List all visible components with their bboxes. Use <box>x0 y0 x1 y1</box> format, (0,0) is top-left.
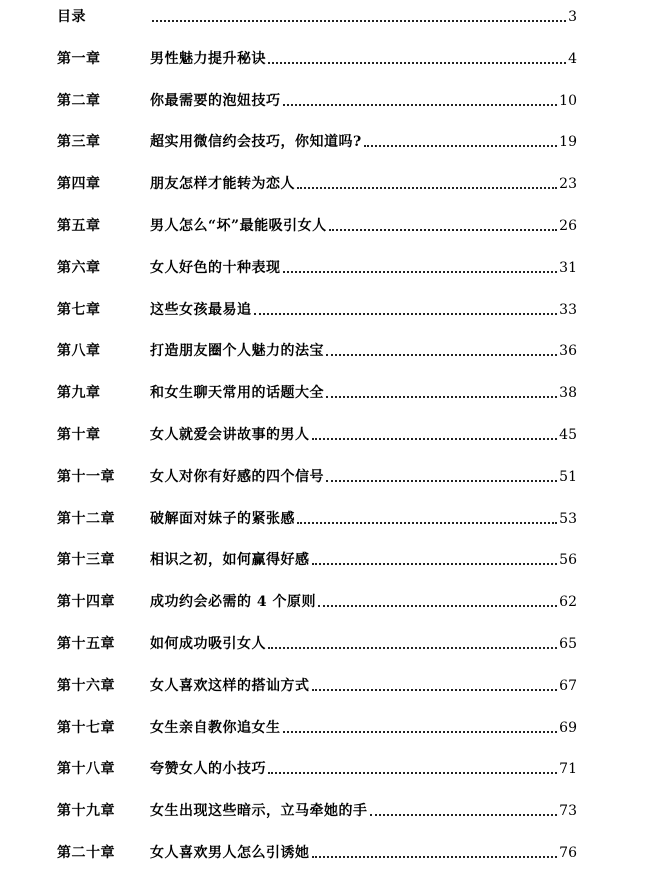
toc-dot-leader <box>326 395 557 398</box>
toc-chapter-number: 第八章 <box>57 343 101 360</box>
toc-chapter-title: 女人好色的十种表现 <box>150 259 281 276</box>
toc-chapter-title: 如何成功吸引女人 <box>150 636 266 652</box>
toc-entry[interactable] <box>57 380 577 402</box>
toc-entry[interactable] <box>57 464 577 486</box>
toc-chapter-title: 女人喜欢男人怎么引诱她 <box>150 845 310 861</box>
toc-entry[interactable] <box>57 589 577 611</box>
toc-entry[interactable] <box>57 338 577 360</box>
toc-chapter-title: 成功约会必需的 4 个原则 <box>150 594 316 611</box>
toc-chapter-number: 第七章 <box>57 301 101 318</box>
toc-dot-leader <box>268 771 557 774</box>
toc-page-number: 23 <box>559 176 577 193</box>
toc-entry[interactable] <box>57 631 577 653</box>
toc-dot-leader <box>312 855 558 858</box>
toc-chapter-title: 女生亲自教你追女生 <box>150 719 281 736</box>
toc-page-number: 51 <box>559 468 577 485</box>
toc-page-number: 31 <box>559 259 577 276</box>
toc-chapter-number: 第十一章 <box>57 468 115 485</box>
toc-entry[interactable] <box>57 798 577 820</box>
toc-dot-leader <box>283 103 558 106</box>
toc-entry[interactable] <box>57 4 577 26</box>
toc-chapter-title: 朋友怎样才能转为恋人 <box>150 176 295 193</box>
toc-chapter-title: 男人怎么“坏”最能吸引女人 <box>150 218 327 234</box>
toc-chapter-number: 第三章 <box>57 134 101 151</box>
toc-chapter-number: 第五章 <box>57 218 101 234</box>
toc-page-number: 62 <box>559 594 577 611</box>
toc-dot-leader <box>268 646 557 649</box>
toc-chapter-number: 第四章 <box>57 176 101 193</box>
toc-chapter-title: 女生出现这些暗示，立马牵她的手 <box>150 803 368 820</box>
toc-dot-leader <box>283 270 558 273</box>
toc-page-number: 3 <box>568 9 577 25</box>
toc-chapter-title: 女人对你有好感的四个信号 <box>150 468 324 485</box>
toc-chapter-title: 相识之初，如何赢得好感 <box>150 552 310 569</box>
toc-chapter-number: 第十二章 <box>57 510 115 527</box>
toc-entry[interactable] <box>57 297 577 319</box>
toc-chapter-title: 男性魅力提升秘诀 <box>150 50 266 67</box>
toc-chapter-title: 女人喜欢这样的搭讪方式 <box>150 677 310 694</box>
toc-page-number: 10 <box>559 92 577 109</box>
toc-page-number: 67 <box>559 677 577 694</box>
toc-chapter-number: 第十九章 <box>57 803 115 820</box>
toc-chapter-number: 第二十章 <box>57 845 115 861</box>
toc-page-number: 19 <box>559 134 577 151</box>
toc-page-number: 38 <box>559 385 577 402</box>
toc-chapter-number: 第六章 <box>57 259 101 276</box>
toc-chapter-number: 目录 <box>57 9 86 25</box>
toc-entry[interactable] <box>57 46 577 68</box>
toc-entry[interactable] <box>57 422 577 444</box>
toc-chapter-number: 第十三章 <box>57 552 115 569</box>
toc-dot-leader <box>268 61 566 64</box>
toc-entry[interactable] <box>57 673 577 695</box>
toc-dot-leader <box>312 562 558 565</box>
toc-chapter-number: 第十八章 <box>57 761 115 778</box>
toc-entry[interactable] <box>57 506 577 528</box>
toc-entry[interactable] <box>57 255 577 277</box>
toc-chapter-title: 夸赞女人的小技巧 <box>150 761 266 778</box>
toc-chapter-title: 和女生聊天常用的话题大全 <box>150 385 324 402</box>
toc-page-number: 69 <box>559 719 577 736</box>
toc-page-number: 65 <box>559 636 577 652</box>
toc-page-number: 73 <box>559 803 577 820</box>
toc-chapter-title: 超实用微信约会技巧，你知道吗? <box>150 134 362 151</box>
toc-dot-leader <box>254 312 558 315</box>
toc-entry[interactable] <box>57 213 577 235</box>
toc-page-number: 76 <box>559 845 577 861</box>
toc-page-number: 26 <box>559 218 577 234</box>
toc-chapter-number: 第十四章 <box>57 594 115 611</box>
toc-dot-leader <box>326 479 557 482</box>
toc-dot-leader <box>312 688 558 691</box>
toc-chapter-title: 破解面对妹子的紧张感 <box>150 510 295 527</box>
toc-dot-leader <box>283 730 558 733</box>
toc-dot-leader <box>329 228 558 231</box>
toc-chapter-title: 女人就爱会讲故事的男人 <box>150 427 310 443</box>
toc-entry[interactable] <box>57 840 577 862</box>
toc-chapter-number: 第十章 <box>57 427 101 443</box>
toc-entry[interactable] <box>57 88 577 110</box>
toc-page-number: 36 <box>559 343 577 360</box>
toc-chapter-title: 这些女孩最易追 <box>150 301 252 318</box>
toc-chapter-title: 打造朋友圈个人魅力的法宝 <box>150 343 324 360</box>
toc-dot-leader <box>312 437 558 440</box>
toc-dot-leader <box>152 19 566 22</box>
toc-dot-leader <box>297 521 557 524</box>
toc-chapter-title: 你最需要的泡妞技巧 <box>150 92 281 109</box>
toc-entry[interactable] <box>57 715 577 737</box>
toc-page-number: 71 <box>559 761 577 778</box>
toc-chapter-number: 第一章 <box>57 50 101 67</box>
toc-page-number: 4 <box>568 50 577 67</box>
toc-chapter-number: 第二章 <box>57 92 101 109</box>
toc-page-number: 45 <box>559 427 577 443</box>
toc-chapter-number: 第九章 <box>57 385 101 402</box>
toc-entry[interactable] <box>57 756 577 778</box>
toc-dot-leader <box>326 353 557 356</box>
toc-dot-leader <box>297 186 557 189</box>
toc-entry[interactable] <box>57 129 577 151</box>
toc-page-number: 56 <box>559 552 577 569</box>
toc-dot-leader <box>364 144 557 147</box>
toc-chapter-number: 第十五章 <box>57 636 115 652</box>
toc-entry[interactable] <box>57 171 577 193</box>
toc-page-number: 53 <box>559 510 577 527</box>
toc-chapter-number: 第十七章 <box>57 719 115 736</box>
toc-dot-leader <box>318 604 557 607</box>
toc-dot-leader <box>370 813 558 816</box>
toc-page-number: 33 <box>559 301 577 318</box>
toc-entry[interactable] <box>57 547 577 569</box>
toc-chapter-number: 第十六章 <box>57 677 115 694</box>
